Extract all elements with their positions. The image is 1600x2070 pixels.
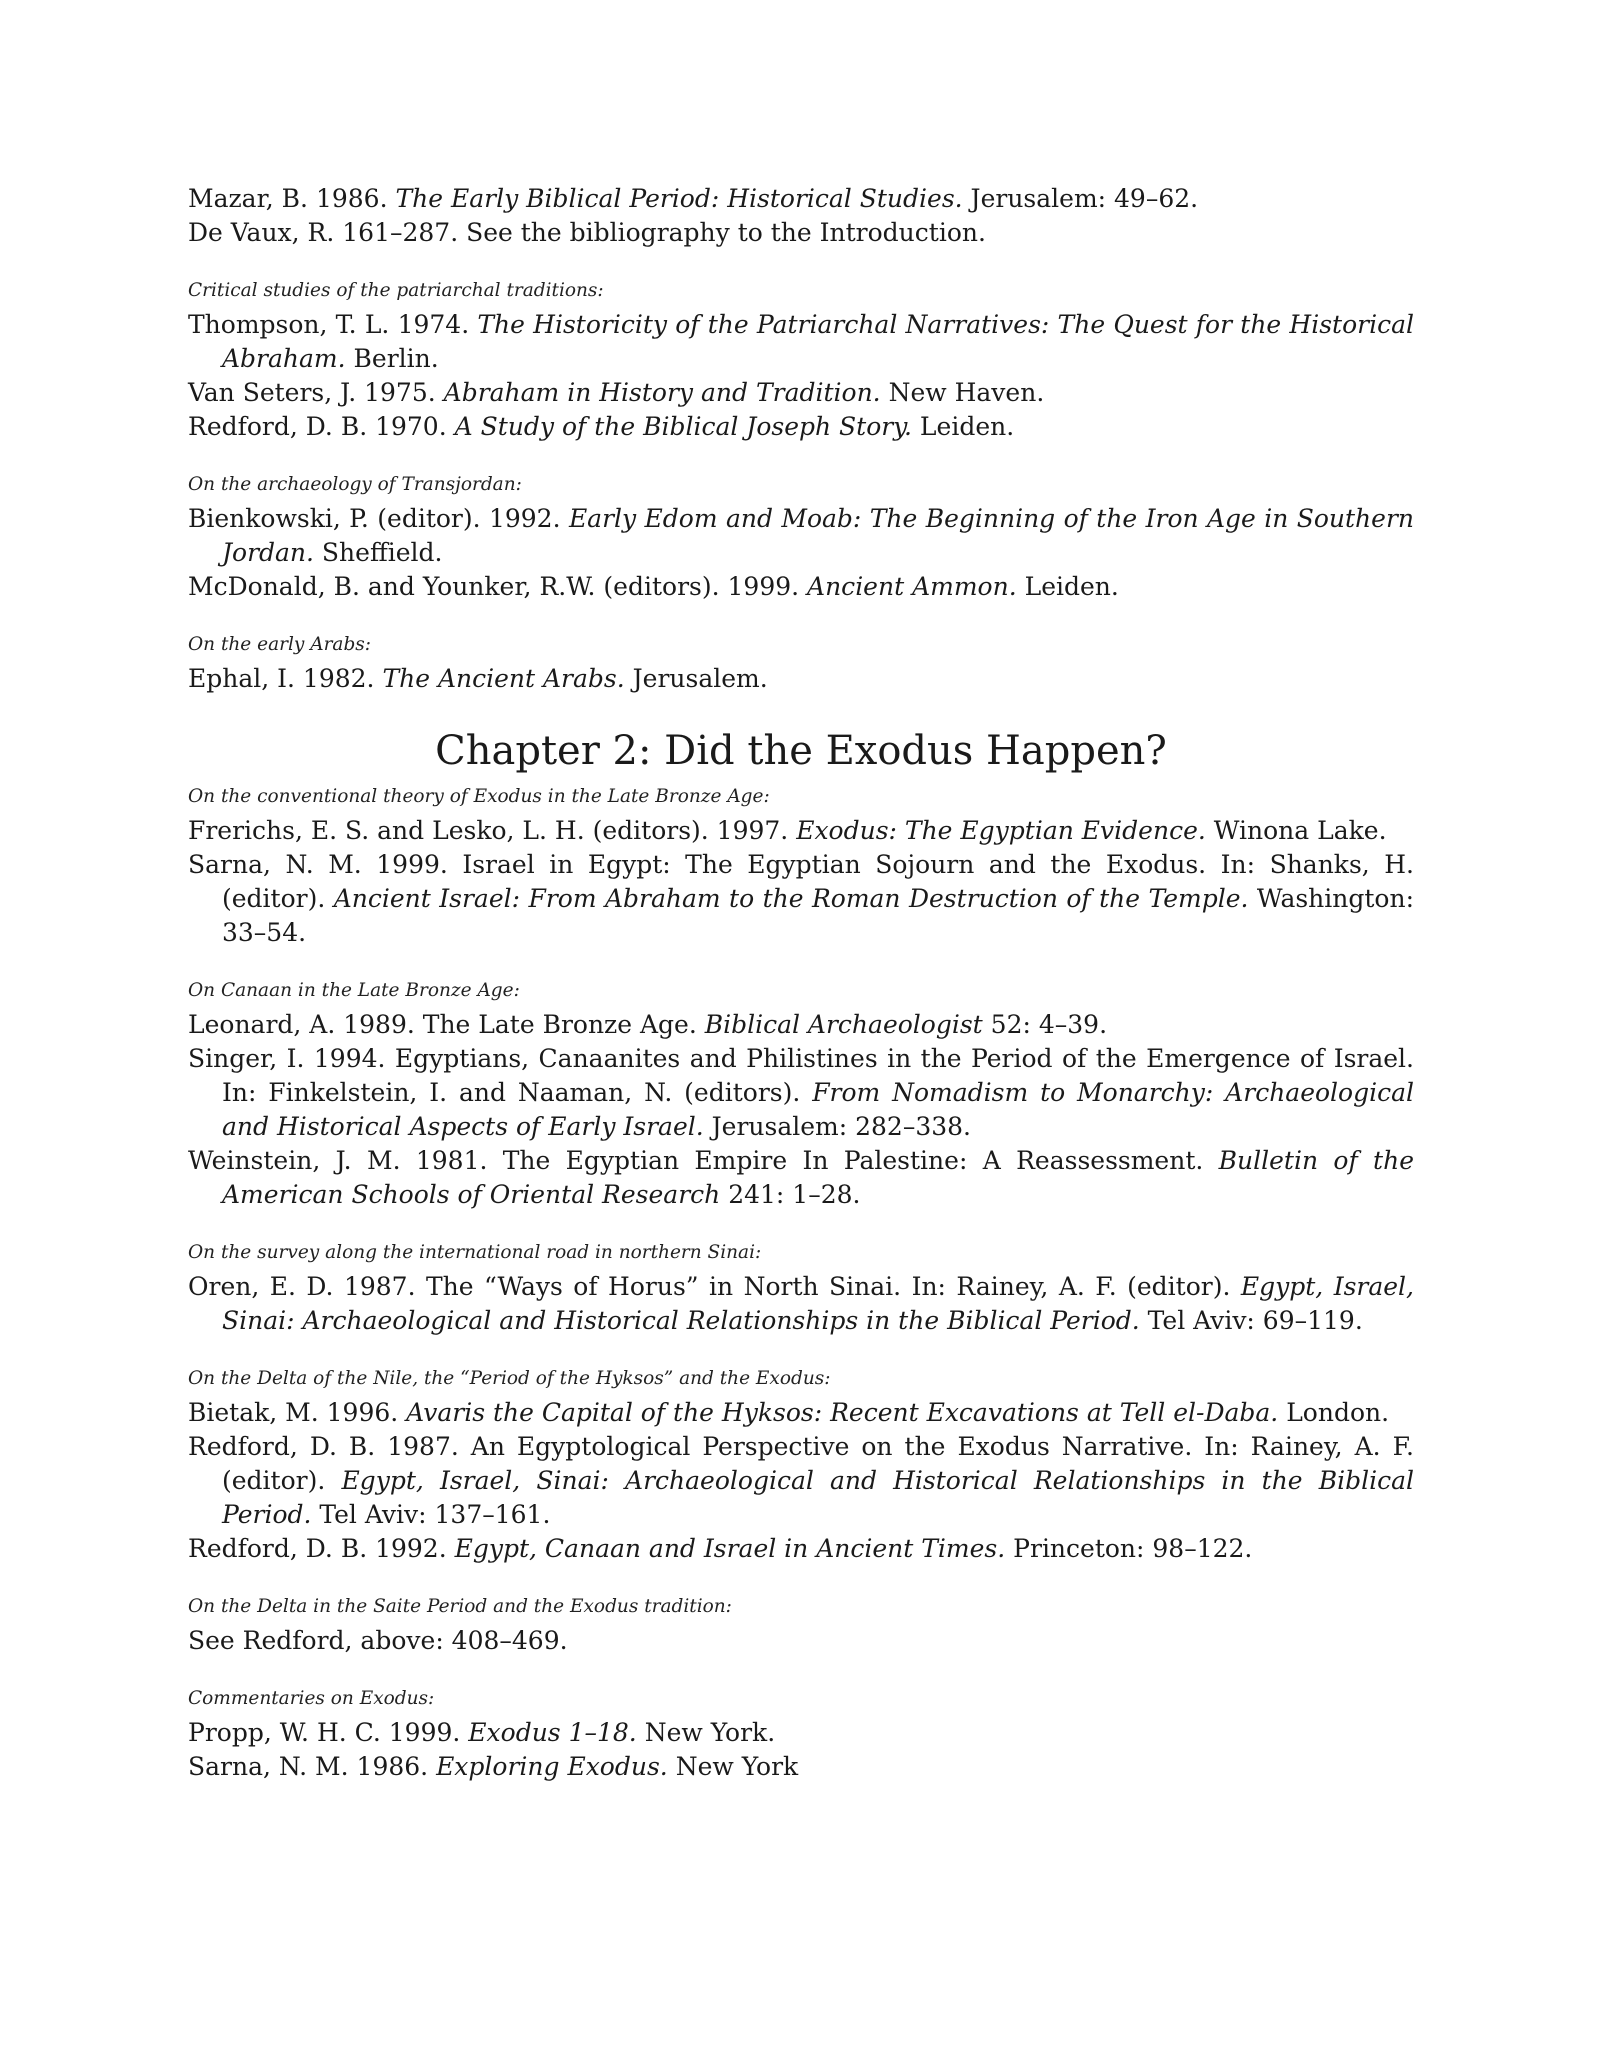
entry-text: Leonard, A. 1989. The Late Bronze Age. bbox=[188, 1010, 705, 1039]
entry-text: 241: 1–28. bbox=[720, 1180, 861, 1209]
entry-title: Exodus 1–18. bbox=[468, 1718, 637, 1747]
bibliography-entry bbox=[188, 502, 1414, 570]
section-heading: On the Delta of the Nile, the “Period of the Hyksos” and the Exodus: bbox=[188, 1368, 831, 1389]
section-heading: On the conventional theory of Exodus in the Late Bronze Age: bbox=[188, 786, 770, 807]
bibliography-entry bbox=[188, 216, 1414, 250]
entry-text: McDonald, B. and Younker, R.W. (editors). 1999. bbox=[188, 572, 808, 601]
bibliography-entry bbox=[188, 1532, 1414, 1566]
entry-text: Bietak, M. 1996. bbox=[188, 1398, 407, 1427]
entry-text: New York. bbox=[636, 1718, 776, 1747]
entry-title: Exploring Exodus. bbox=[436, 1752, 668, 1781]
entry-title: The Historicity of the Patriarchal Narratives: The Quest for the Historical Abraham. bbox=[222, 310, 1414, 373]
bibliography-entry bbox=[188, 1270, 1414, 1338]
entry-text: London. bbox=[1278, 1398, 1390, 1427]
bibliography-entry bbox=[188, 410, 1414, 444]
entry-title: The Ancient Arabs. bbox=[382, 664, 625, 693]
bibliography-entry bbox=[188, 1144, 1414, 1212]
entry-text: Van Seters, J. 1975. bbox=[188, 378, 444, 407]
entry-text: Thompson, T. L. 1974. bbox=[188, 310, 478, 339]
entry-text: Bienkowski, P. (editor). 1992. bbox=[188, 504, 569, 533]
section-heading: On the early Arabs: bbox=[188, 634, 372, 655]
entry-text: Washington: 33–54. bbox=[222, 884, 1415, 947]
entry-text: Tel Aviv: 69–119. bbox=[1139, 1306, 1363, 1335]
entry-text: Redford, D. B. 1970. bbox=[188, 412, 455, 441]
entry-text: Redford, D. B. 1987. An Egyptological Perspective on the Exodus Narrative. In: Rainey, A. F. (editor). bbox=[188, 1432, 1414, 1495]
section-heading: On the survey along the international road in northern Sinai: bbox=[188, 1242, 762, 1263]
entry-title: Ancient Ammon. bbox=[807, 572, 1017, 601]
entry-text: Weinstein, J. M. 1981. The Egyptian Empire In Palestine: A Reassessment. bbox=[188, 1146, 1219, 1175]
entry-title: The Early Biblical Period: Historical Studies. bbox=[395, 184, 963, 213]
entry-text: Jerusalem. bbox=[624, 664, 768, 693]
entry-title: Bulletin of the American Schools of Oriental Research bbox=[222, 1146, 1414, 1209]
entry-text: Princeton: 98–122. bbox=[1005, 1534, 1253, 1563]
bibliography-entry bbox=[188, 376, 1414, 410]
chapter-title: Chapter 2: Did the Exodus Happen? bbox=[435, 728, 1167, 774]
bibliography-entry bbox=[188, 570, 1414, 604]
entry-text: Jerusalem: 49–62. bbox=[962, 184, 1199, 213]
entry-text: Oren, E. D. 1987. The “Ways of Horus” in North Sinai. In: Rainey, A. F. (editor). bbox=[188, 1272, 1241, 1301]
entry-text: Leiden. bbox=[1016, 572, 1119, 601]
section-heading: On Canaan in the Late Bronze Age: bbox=[188, 980, 520, 1001]
entry-title: Egypt, Canaan and Israel in Ancient Times. bbox=[454, 1534, 1006, 1563]
entry-text: See Redford, above: 408–469. bbox=[188, 1626, 568, 1655]
entry-title: Avaris the Capital of the Hyksos: Recent Excavations at Tell el-Daba. bbox=[406, 1398, 1279, 1427]
entry-title: Egypt, Israel, Sinai: Archaeological and Historical Relationships in the Biblical Period. bbox=[222, 1272, 1414, 1335]
entry-text: De Vaux, R. 161–287. See the bibliography to the Introduction. bbox=[188, 218, 986, 247]
entry-title: Early Edom and Moab: The Beginning of the Iron Age in Southern Jordan. bbox=[222, 504, 1415, 567]
bibliography-entry bbox=[188, 814, 1414, 848]
entry-text: Singer, I. 1994. Egyptians, Canaanites and Philistines in the Period of the Emergence of Israel. In: Finkelstein, I. and Naaman, N. (editors). bbox=[188, 1044, 1414, 1107]
entry-text: Winona Lake. bbox=[1205, 816, 1387, 845]
entry-text: Propp, W. H. C. 1999. bbox=[188, 1718, 469, 1747]
section-heading: On the Delta in the Saite Period and the Exodus tradition: bbox=[188, 1596, 732, 1617]
section-heading: Commentaries on Exodus: bbox=[188, 1688, 435, 1709]
bibliography-entry bbox=[188, 1750, 1414, 1784]
entry-text: Jerusalem: 282–338. bbox=[703, 1112, 972, 1141]
entry-text: Redford, D. B. 1992. bbox=[188, 1534, 455, 1563]
entry-title: Biblical Archaeologist bbox=[704, 1010, 983, 1039]
entry-text: Sarna, N. M. 1999. Israel in Egypt: The Egyptian Sojourn and the Exodus. In: Shanks, H. (editor). bbox=[188, 850, 1414, 913]
entry-text: Frerichs, E. S. and Lesko, L. H. (editors). 1997. bbox=[188, 816, 797, 845]
bibliography-entry bbox=[188, 662, 1414, 696]
entry-text: Ephal, I. 1982. bbox=[188, 664, 383, 693]
bibliography-entry bbox=[188, 1042, 1414, 1144]
entry-title: From Nomadism to Monarchy: Archaeological and Historical Aspects of Early Israel. bbox=[222, 1078, 1414, 1141]
entry-text: Mazar, B. 1986. bbox=[188, 184, 396, 213]
section-heading: Critical studies of the patriarchal traditions: bbox=[188, 280, 604, 301]
section-heading: On the archaeology of Transjordan: bbox=[188, 474, 522, 495]
entry-text: Tel Aviv: 137–161. bbox=[311, 1500, 551, 1529]
bibliography-entry bbox=[188, 1396, 1414, 1430]
bibliography-entry bbox=[188, 1624, 1414, 1658]
entry-text: Leiden. bbox=[911, 412, 1015, 441]
bibliography-entry bbox=[188, 1716, 1414, 1750]
entry-title: Abraham in History and Tradition. bbox=[443, 378, 881, 407]
entry-text: 52: 4–39. bbox=[982, 1010, 1108, 1039]
entry-text: New Haven. bbox=[880, 378, 1045, 407]
entry-text: Sheffield. bbox=[313, 538, 443, 567]
entry-title: A Study of the Biblical Joseph Story. bbox=[454, 412, 912, 441]
bibliography-entry bbox=[188, 1008, 1414, 1042]
entry-title: Ancient Israel: From Abraham to the Roman Destruction of the Temple. bbox=[333, 884, 1249, 913]
bibliography-entry bbox=[188, 1430, 1414, 1532]
bibliography-entry bbox=[188, 182, 1414, 216]
bibliography-entry bbox=[188, 848, 1414, 950]
entry-text: Sarna, N. M. 1986. bbox=[188, 1752, 437, 1781]
bibliography-entry bbox=[188, 308, 1414, 376]
entry-text: Berlin. bbox=[345, 344, 439, 373]
entry-text: New York bbox=[667, 1752, 799, 1781]
entry-title: Exodus: The Egyptian Evidence. bbox=[796, 816, 1206, 845]
entry-title: Egypt, Israel, Sinai: Archaeological and Historical Relationships in the Biblical Period. bbox=[222, 1466, 1414, 1529]
